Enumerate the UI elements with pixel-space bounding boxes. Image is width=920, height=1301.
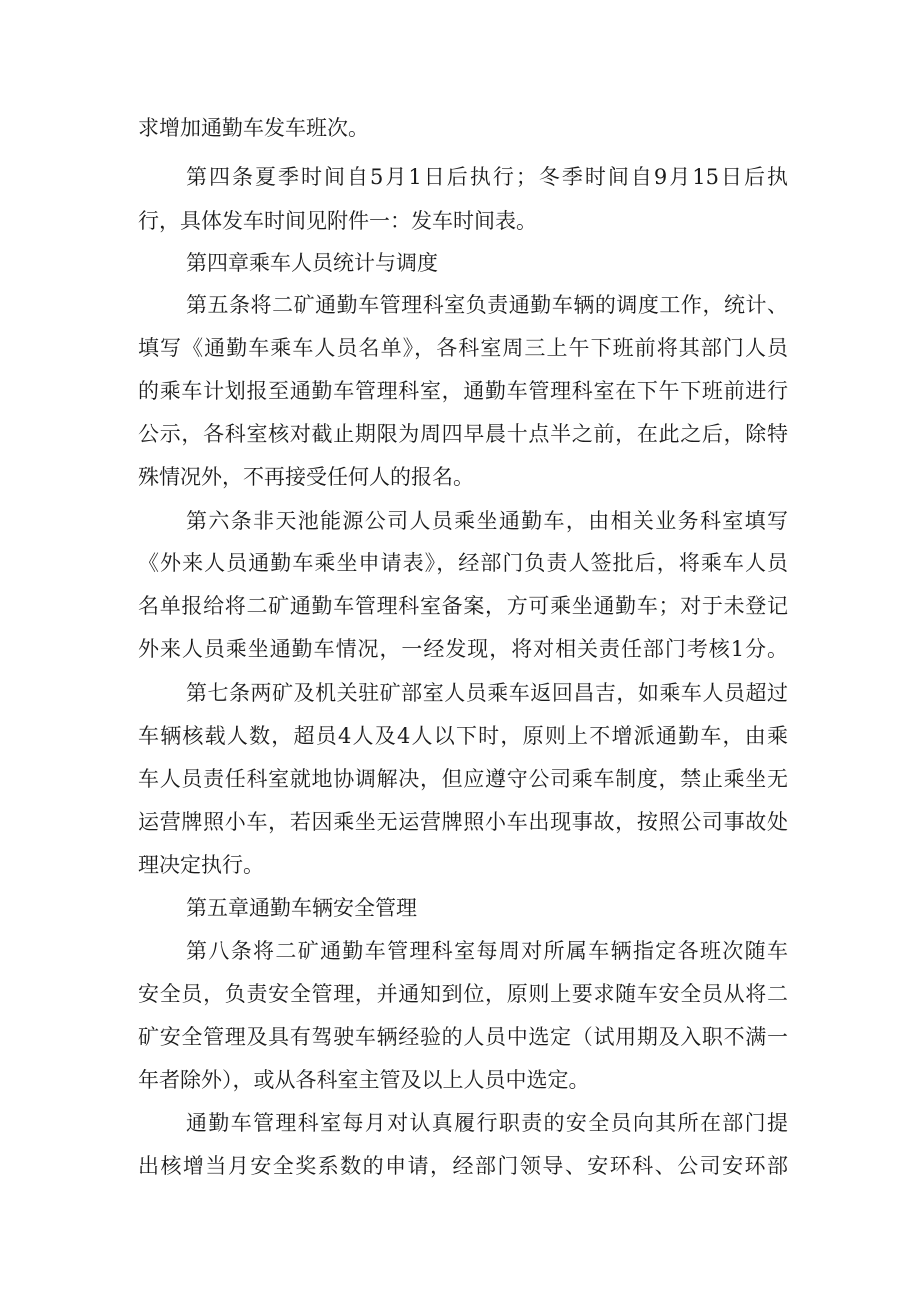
section-heading: 第五章通勤车辆安全管理 [186, 896, 417, 920]
text-line: 殊情况外，不再接受任何人的报名。 [138, 465, 474, 489]
text-line: 行，具体发车时间见附件一：发车时间表。 [138, 209, 537, 233]
text-line: 公示，各科室核对截止期限为周四早晨十点半之前，在此之后，除特 [138, 422, 788, 446]
text-line: 安全员，负责安全管理，并通知到位，原则上要求随车安全员从将二 [138, 982, 788, 1006]
text-line: 第四条夏季时间自5月1日后执行；冬季时间自9月15日后执 [186, 165, 788, 189]
section-heading: 第四章乘车人员统计与调度 [186, 251, 438, 275]
text-line: 运营牌照小车，若因乘坐无运营牌照小车出现事故，按照公司事故处 [138, 810, 788, 834]
text-line: 名单报给将二矿通勤车管理科室备案，方可乘坐通勤车；对于未登记 [138, 594, 788, 618]
text-line: 第五条将二矿通勤车管理科室负责通勤车辆的调度工作，统计、 [186, 293, 788, 317]
text-line: 的乘车计划报至通勤车管理科室，通勤车管理科室在下午下班前进行 [138, 379, 788, 403]
text-line: 第七条两矿及机关驻矿部室人员乘车返回昌吉，如乘车人员超过 [186, 681, 788, 705]
text-line: 《外来人员通勤车乘坐申请表》，经部门负责人签批后，将乘车人员 [138, 551, 788, 575]
text-line: 年者除外），或从各科室主管及以上人员中选定。 [138, 1068, 590, 1092]
text-line: 通勤车管理科室每月对认真履行职责的安全员向其所在部门提 [186, 1111, 788, 1135]
text-line: 车人员责任科室就地协调解决，但应遵守公司乘车制度，禁止乘坐无 [138, 767, 788, 791]
text-line: 车辆核载人数，超员4人及4人以下时，原则上不增派通勤车，由乘 [138, 724, 788, 748]
text-line: 第六条非天池能源公司人员乘坐通勤车，由相关业务科室填写 [186, 509, 788, 533]
text-line: 求增加通勤车发车班次。 [138, 116, 369, 140]
text-line: 外来人员乘坐通勤车情况，一经发现，将对相关责任部门考核1分。 [138, 637, 788, 661]
text-line: 理决定执行。 [138, 853, 264, 877]
text-line: 填写《通勤车乘车人员名单》，各科室周三上午下班前将其部门人员 [138, 336, 788, 360]
text-line: 出核增当月安全奖系数的申请，经部门领导、安环科、公司安环部 [138, 1154, 788, 1178]
text-line: 矿安全管理及具有驾驶车辆经验的人员中选定（试用期及入职不满一 [138, 1025, 788, 1049]
text-line: 第八条将二矿通勤车管理科室每周对所属车辆指定各班次随车 [186, 939, 788, 963]
